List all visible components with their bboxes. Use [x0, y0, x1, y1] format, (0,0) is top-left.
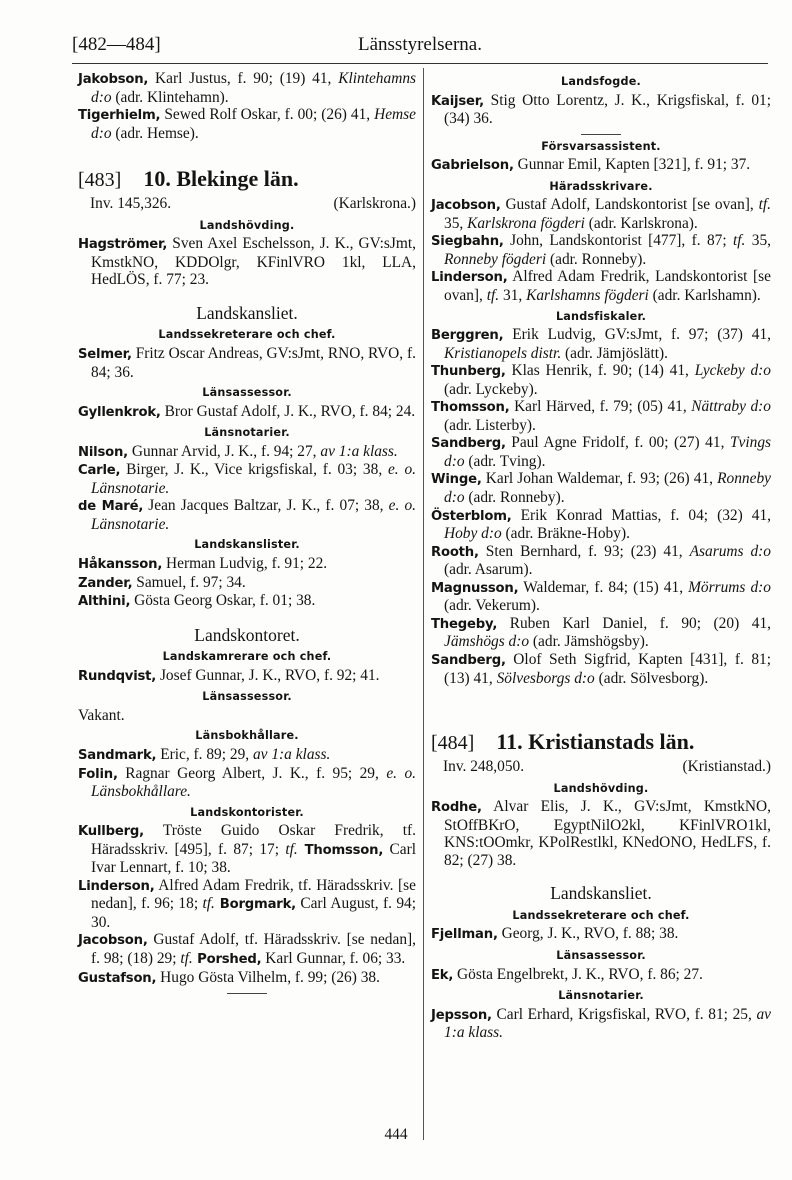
entry-italic: av 1:a klass.: [444, 1005, 771, 1042]
entry-italic: tf.: [732, 232, 746, 250]
county-section: [78, 164, 416, 213]
person-entry: [431, 1006, 771, 1042]
person-surname: Linderson,: [78, 878, 155, 894]
person-entry: [78, 106, 416, 142]
position-heading: Landsfogde.: [561, 75, 641, 88]
entry-italic: tf.: [758, 196, 771, 214]
person-surname: Gyllenkrok,: [78, 404, 161, 420]
county-seat: (Karlskrona.): [333, 195, 416, 213]
section-number: [483]: [78, 169, 122, 192]
entry-details: Olof Seth Sigfrid, Kapten [431], f. 81; (13) 41,: [444, 650, 771, 687]
entry-tail: (adr. Listerby).: [444, 416, 536, 434]
entry-details: Gunnar Emil, Kapten [321], f. 91; 37.: [513, 156, 751, 174]
page-header: [72, 34, 768, 62]
person-surname: Berggren,: [431, 328, 504, 344]
entry-details: 35,: [745, 232, 771, 250]
position-heading: Länsnotarier.: [204, 426, 290, 440]
entry-details: Erik Konrad Mattias, f. 04; (32) 41,: [511, 506, 771, 524]
person-entry: [78, 70, 416, 106]
position-heading: Landssekreterare och chef.: [158, 328, 336, 342]
person-entry: [78, 931, 416, 968]
person-surname: Zander,: [78, 575, 133, 591]
position-heading: Länsassessor.: [202, 386, 292, 400]
entry-italic: Asarums d:o: [689, 542, 771, 560]
entry-tail: (adr. Klintehamn).: [111, 88, 229, 106]
person-entry: [431, 507, 771, 543]
entry-details: 35,: [444, 214, 468, 232]
entry-details: Ragnar Georg Albert, J. K., f. 95; 29,: [117, 764, 387, 782]
entry-details: Alfred Adam Fredrik, tf. Häradsskriv. [se nedan], f. 96; 18;: [91, 876, 416, 913]
person-surname: Kaijser,: [431, 93, 484, 109]
person-entry: [431, 326, 771, 362]
entry-italic: tf.: [486, 287, 500, 305]
person-entry: [431, 196, 771, 232]
county-seat: (Kristianstad.): [682, 758, 771, 776]
entry-tail: (adr. Asarum).: [444, 561, 533, 579]
person-surname: Sandberg,: [431, 652, 506, 668]
person-entry: [431, 470, 771, 506]
entry-details: Gösta Engelbrekt, J. K., RVO, f. 86; 27.: [453, 965, 703, 983]
separator-rule: [227, 993, 267, 994]
position-heading: Landssekreterare och chef.: [512, 908, 690, 922]
county-title: [431, 727, 771, 758]
person-entry: [431, 651, 771, 687]
entry-italic: e. o. Länsbokhållare.: [91, 764, 416, 801]
entry-tail: (adr. Sölvesborg).: [594, 669, 709, 687]
person-surname: de Maré,: [78, 499, 144, 515]
person-surname: Thomsson,: [297, 842, 384, 858]
header-rule: [72, 63, 768, 64]
person-entry: [431, 232, 771, 268]
person-surname: Kullberg,: [78, 824, 144, 840]
person-surname: Nilson,: [78, 444, 128, 460]
person-entry: [431, 615, 771, 651]
county-population: Inv. 145,326.: [90, 195, 172, 213]
entry-details: Sten Bernhard, f. 93; (23) 41,: [478, 542, 690, 560]
left-column: [78, 70, 416, 994]
person-surname: Winge,: [431, 472, 482, 488]
person-surname: Linderson,: [431, 270, 508, 286]
entry-details: Karl Johan Waldemar, f. 93; (26) 41,: [481, 470, 718, 488]
entry-details: Gustaf Adolf, tf. Häradsskriv. [se nedan], f. 98; (18) 29;: [91, 931, 416, 967]
person-surname: Althini,: [78, 594, 131, 610]
entry-details: Gunnar Arvid, J. K., f. 94; 27,: [128, 442, 321, 460]
entry-tail: Carl August, f. 94; 30.: [91, 895, 417, 931]
person-surname: Rundqvist,: [78, 668, 157, 684]
person-surname: Ek,: [431, 967, 454, 983]
person-surname: Jacobson,: [431, 198, 501, 214]
person-surname: Carle,: [78, 463, 121, 479]
entry-tail: (adr. Jämjöslätt).: [561, 344, 669, 362]
entry-details: Birger, J. K., Vice krigsfiskal, f. 03; 38,: [120, 461, 388, 479]
position-heading: Länsassessor.: [202, 690, 292, 704]
person-surname: Rodhe,: [431, 800, 482, 816]
position-heading: Länsnotarier.: [558, 989, 644, 1003]
position-heading: Landshövding.: [199, 218, 295, 232]
entry-details: Stig Otto Lorentz, J. K., Krigsfiskal, f. 01; (34) 36.: [444, 91, 771, 128]
person-surname: Thunberg,: [431, 364, 506, 380]
position-heading: Landshövding.: [553, 781, 649, 795]
entry-details: Waldemar, f. 84; (15) 41,: [518, 578, 689, 596]
entry-italic: Hoby d:o: [444, 525, 502, 543]
person-entry: [431, 543, 771, 579]
person-surname: Thegeby,: [431, 616, 498, 632]
entry-tail: (adr. Jämshögsby).: [529, 633, 649, 651]
entry-details: Alfred Adam Fredrik, Landskontorist [se ovan],: [444, 268, 771, 305]
entry-italic: e. o. Länsnotarie.: [91, 497, 417, 533]
entry-tail: (adr. Vekerum).: [444, 597, 540, 615]
position-heading: Försvarsassistent.: [541, 139, 661, 153]
office-heading: Landskontoret.: [194, 624, 300, 645]
entry-italic: Lyckeby d:o: [694, 362, 771, 380]
person-surname: Jacobson,: [78, 933, 148, 949]
person-entry: [431, 268, 771, 304]
entry-details: Jean Jacques Baltzar, J. K., f. 07; 38,: [143, 497, 389, 515]
entry-italic: Jämshögs d:o: [444, 633, 530, 651]
entry-district: Ronneby fögderi: [444, 250, 547, 268]
entry-italic: Hemse d:o: [91, 106, 416, 142]
entry-italic: tf.: [180, 949, 193, 967]
entry-details: Alvar Elis, J. K., GV:sJmt, KmstkNO, StOffBKrO, EgyptNilO2kl, KFinlVRO1kl, KNS:tOOmkr, KPolRestlkl, KNedONO, HedLFS, f. 82; (27) 38.: [444, 798, 771, 869]
position-heading: Landskontorister.: [190, 805, 304, 819]
person-surname: Rooth,: [431, 544, 479, 560]
position-heading: Landskanslister.: [194, 538, 300, 552]
page-number: 444: [384, 1126, 408, 1143]
entry-details: Ruben Karl Daniel, f. 90; (20) 41,: [497, 614, 771, 632]
entry-italic: e. o. Länsnotarie.: [91, 461, 416, 497]
position-heading: Häradsskrivare.: [549, 179, 653, 193]
entry-details: Georg, J. K., RVO, f. 88; 38.: [497, 925, 679, 943]
entry-details: Paul Agne Fridolf, f. 00; (27) 41,: [505, 434, 730, 452]
entry-details: Herman Ludvig, f. 91; 22.: [162, 555, 328, 573]
person-surname: Sandberg,: [431, 436, 506, 452]
person-entry: [78, 822, 416, 877]
entry-italic: av 1:a klass.: [320, 442, 398, 460]
entry-tail: (adr. Ronneby).: [464, 489, 565, 507]
person-surname: Borgmark,: [214, 897, 296, 913]
person-surname: Jepsson,: [431, 1007, 492, 1023]
page-range: [482—484]: [72, 34, 161, 55]
person-entry: [431, 398, 771, 434]
person-surname: Fjellman,: [431, 927, 498, 943]
person-entry: [431, 362, 771, 398]
person-surname: Porshed,: [192, 951, 262, 967]
person-surname: Thomsson,: [431, 400, 510, 416]
person-entry: [78, 345, 416, 381]
county-population: Inv. 248,050.: [443, 758, 525, 776]
person-entry: [431, 92, 771, 128]
person-entry: [78, 765, 416, 801]
county-population-row: [78, 195, 416, 213]
entry-details: Fritz Oscar Andreas, GV:sJmt, RNO, RVO, f. 84; 36.: [91, 345, 416, 381]
county-section: [431, 727, 771, 776]
entry-details: Gösta Georg Oskar, f. 01; 38.: [130, 592, 316, 610]
entry-italic: Nättraby d:o: [691, 398, 771, 416]
person-entry: [78, 969, 416, 988]
position-heading: Landsfiskaler.: [555, 309, 647, 323]
office-heading: Landskansliet.: [196, 302, 298, 323]
entry-details: Karl Justus, f. 90; (19) 41,: [148, 70, 339, 87]
entry-details: Karl Härved, f. 79; (05) 41,: [509, 398, 692, 416]
entry-tail: Carl Ivar Lennart, f. 10; 38.: [91, 840, 416, 877]
person-surname: Gabrielson,: [431, 158, 514, 174]
entry-tail: (adr. Ronneby).: [546, 250, 647, 268]
entry-tail: (adr. Tving).: [464, 452, 546, 470]
entry-details: Sewed Rolf Oskar, f. 00; (26) 41,: [160, 106, 375, 124]
person-surname: Jakobson,: [78, 72, 149, 87]
column-divider: [423, 68, 424, 1140]
running-title: Länsstyrelserna.: [358, 34, 482, 55]
entry-details: Eric, f. 89; 29,: [156, 745, 253, 763]
entry-details: Carl Erhard, Krigsfiskal, RVO, f. 81; 25,: [491, 1005, 757, 1023]
person-entry: [78, 497, 416, 533]
entry-details: Tröste Guido Oskar Fredrik, tf. Häradsskriv. [495], f. 87; 17;: [91, 822, 416, 858]
entry-details: Gustaf Adolf, Landskontorist [se ovan],: [500, 196, 759, 214]
entry-details: John, Landskontorist [477], f. 87;: [503, 232, 733, 250]
person-entry: [431, 434, 771, 470]
person-surname: Österblom,: [431, 508, 512, 524]
person-entry: [78, 592, 416, 611]
separator-rule: [581, 134, 621, 135]
entry-italic: Tvings d:o: [444, 434, 771, 470]
entry-district: Karlskrona fögderi: [467, 214, 585, 232]
person-surname: Magnusson,: [431, 580, 519, 596]
person-entry: [78, 877, 416, 932]
person-entry: [431, 966, 771, 985]
entry-details: Hugo Gösta Vilhelm, f. 99; (26) 38.: [156, 968, 380, 986]
person-entry: [78, 746, 416, 765]
person-surname: Håkansson,: [78, 557, 163, 573]
position-heading: Länsbokhållare.: [195, 729, 299, 743]
entry-tail: Karl Gunnar, f. 06; 33.: [261, 949, 406, 967]
county-population-row: [431, 758, 771, 776]
person-entry: [78, 667, 416, 686]
entry-details: 31,: [499, 287, 527, 305]
person-entry: [431, 579, 771, 615]
person-surname: Siegbahn,: [431, 234, 504, 250]
entry-details: Sven Axel Eschelsson, J. K., GV:sJmt, KmstkNO, KDDOlgr, KFinlVRO 1kl, LLA, HedLÖS, f. 77; 23.: [91, 235, 416, 289]
entry-tail: (adr. Lyckeby).: [444, 380, 538, 398]
person-surname: Folin,: [78, 766, 118, 782]
entry-tail: (adr. Bräkne-Hoby).: [501, 525, 630, 543]
entry-details: Josef Gunnar, J. K., RVO, f. 92; 41.: [156, 666, 380, 684]
entry-details: Erik Ludvig, GV:sJmt, f. 97; (37) 41,: [503, 326, 771, 344]
person-entry: [78, 443, 416, 462]
county-name: 10. Blekinge län.: [143, 166, 299, 192]
entry-italic: tf.: [285, 840, 298, 858]
person-surname: Selmer,: [78, 347, 132, 363]
entry-italic: Sölvesborgs d:o: [496, 669, 595, 687]
person-entry: [431, 156, 771, 175]
entry-details: Klas Henrik, f. 90; (14) 41,: [505, 362, 695, 380]
person-surname: Hagströmer,: [78, 237, 168, 253]
plain-text: Vakant.: [78, 706, 125, 724]
entry-tail: (adr. Karlshamn).: [648, 287, 761, 305]
section-number: [484]: [431, 732, 475, 755]
entry-tail: (adr. Hemse).: [111, 124, 199, 142]
office-heading: Landskansliet.: [550, 883, 652, 904]
person-entry: [78, 574, 416, 593]
entry-district: Karlshamns fögderi: [526, 287, 649, 305]
person-surname: Tigerhielm,: [78, 108, 161, 124]
entry-details: Samuel, f. 97; 34.: [132, 573, 246, 591]
entry-italic: av 1:a klass.: [252, 745, 331, 763]
county-name: 11. Kristianstads län.: [496, 729, 695, 755]
person-entry: [431, 925, 771, 944]
entry-tail: (adr. Karlskrona).: [584, 214, 698, 232]
person-entry: [78, 555, 416, 574]
county-title: [78, 164, 416, 195]
person-entry: [78, 235, 416, 289]
entry-details: Bror Gustaf Adolf, J. K., RVO, f. 84; 24.: [160, 402, 416, 420]
person-entry: [431, 798, 771, 869]
entry-italic: Klintehamns d:o: [91, 70, 416, 106]
entry-italic: Mörrums d:o: [688, 578, 771, 596]
person-surname: Gustafson,: [78, 970, 157, 986]
position-heading: Landskamrerare och chef.: [162, 650, 332, 664]
position-heading: Länsassessor.: [556, 948, 646, 962]
person-surname: Sandmark,: [78, 747, 157, 763]
entry-italic: Kristianopels distr.: [444, 344, 562, 362]
person-entry: [78, 461, 416, 497]
entry-italic: tf.: [202, 895, 215, 913]
person-entry: [78, 403, 416, 422]
right-column: [431, 70, 771, 1042]
entry-italic: Ronneby d:o: [444, 470, 771, 507]
